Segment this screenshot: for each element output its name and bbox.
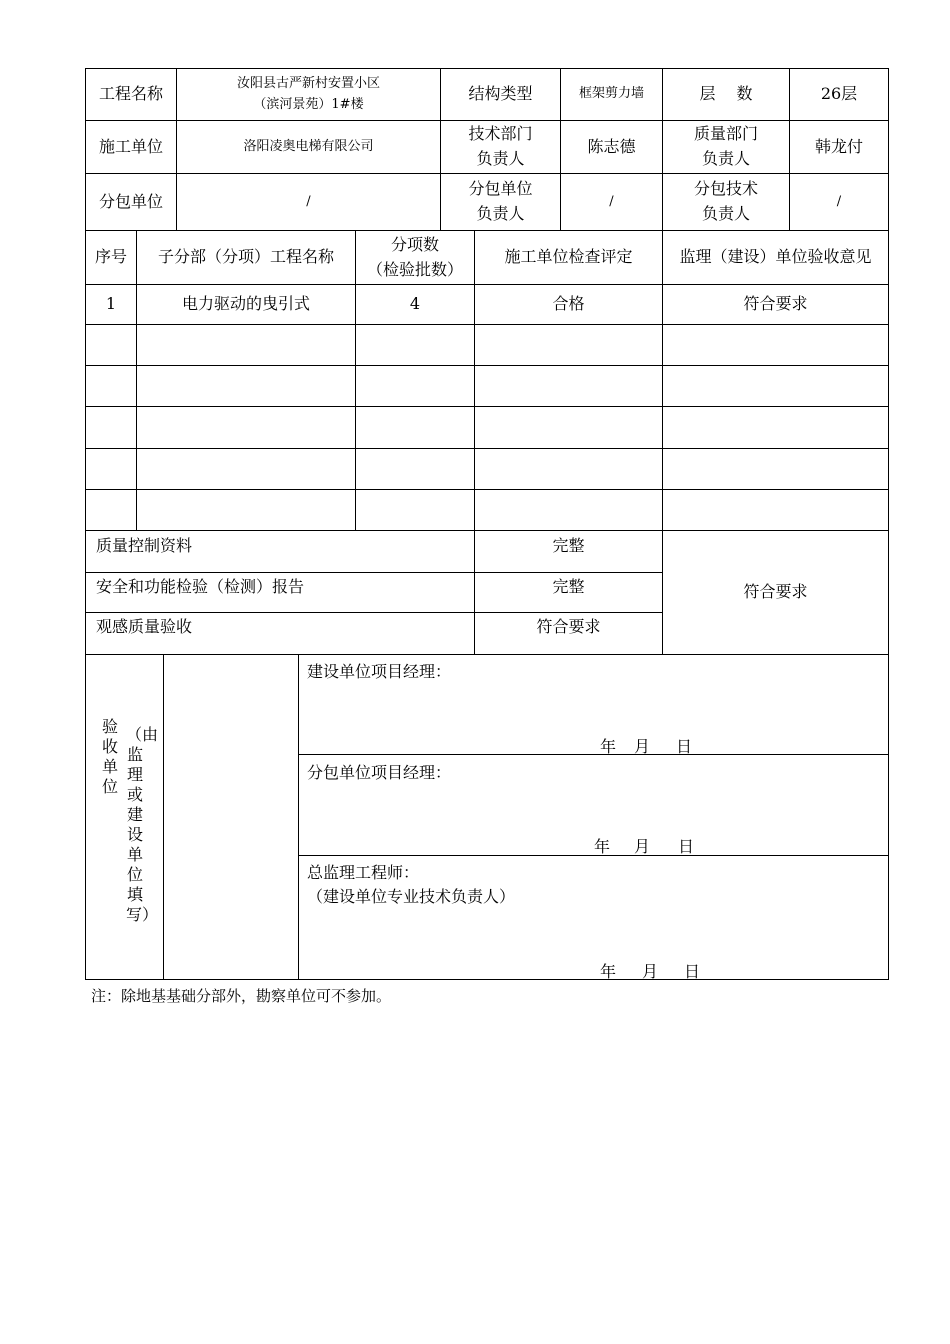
quality-dept-value: 韩龙付 xyxy=(814,136,863,156)
appearance-value: 符合要求 xyxy=(536,616,601,636)
tech-dept-label xyxy=(441,121,560,173)
sub-pm-label: 分包单位项目经理： xyxy=(307,763,452,782)
project-name-value xyxy=(177,69,440,120)
chief-supervisor-label: 总监理工程师： xyxy=(307,863,420,882)
tech-dept-label-line2: 负责人 xyxy=(476,149,525,168)
chief-supervisor-day: 日 xyxy=(684,962,701,981)
footnote: 注：除地基基础分部外，勘察单位可不参加。 xyxy=(91,987,392,1005)
row1-name: 电力驱动的曳引式 xyxy=(181,294,310,314)
project-name-label: 工程名称 xyxy=(98,84,163,104)
sub-tech-label-line2: 负责人 xyxy=(701,204,750,223)
floors-label: 层 数 xyxy=(699,84,753,104)
subcontract-unit-value: / xyxy=(306,193,311,209)
tech-dept-value: 陈志德 xyxy=(587,136,636,156)
row1-check: 合格 xyxy=(552,294,585,314)
acceptance-unit-label: 验收单位 xyxy=(101,717,118,796)
sub-pm-year: 年 xyxy=(594,837,611,856)
floors-value: 26层 xyxy=(820,84,858,104)
row1-seq: 1 xyxy=(105,294,117,314)
col-check-header: 施工单位检查评定 xyxy=(504,247,633,267)
sub-pm-month: 月 xyxy=(634,837,651,856)
overall-opinion: 符合要求 xyxy=(743,582,808,602)
quality-docs-value: 完整 xyxy=(552,535,585,555)
construction-unit-label: 施工单位 xyxy=(98,136,163,156)
owner-pm-year: 年 xyxy=(600,737,617,756)
appearance-label: 观感质量验收 xyxy=(96,616,193,636)
chief-supervisor-note: （建设单位专业技术负责人） xyxy=(307,887,516,906)
sub-head-label xyxy=(441,174,560,230)
safety-report-label: 安全和功能检验（检测）报告 xyxy=(96,576,305,596)
safety-report-value: 完整 xyxy=(552,576,585,596)
sub-head-label-line1: 分包单位 xyxy=(468,179,533,199)
structure-type-value: 框架剪力墙 xyxy=(578,86,644,102)
row1-count: 4 xyxy=(409,294,421,314)
acceptance-unit-note: （由监理或建设单位填写） xyxy=(126,725,159,924)
col-seq-header: 序号 xyxy=(94,247,127,267)
sub-tech-label-line1: 分包技术 xyxy=(693,179,758,199)
col-count-header-line2: （检验批数） xyxy=(366,259,463,279)
chief-supervisor-month: 月 xyxy=(642,962,659,981)
col-count-header-line1: 分项数 xyxy=(390,234,439,254)
subcontract-unit-label: 分包单位 xyxy=(98,191,163,211)
sub-pm-day: 日 xyxy=(678,837,695,856)
project-name-line1: 汝阳县古严新村安置小区 xyxy=(236,76,380,92)
tech-dept-label-line1: 技术部门 xyxy=(468,124,533,144)
sub-tech-label xyxy=(663,174,789,230)
col-opinion-header: 监理（建设）单位验收意见 xyxy=(679,247,872,267)
owner-pm-label: 建设单位项目经理： xyxy=(307,662,452,681)
owner-pm-month: 月 xyxy=(634,737,651,756)
quality-dept-label-line2: 负责人 xyxy=(701,149,750,168)
construction-unit-value: 洛阳凌奥电梯有限公司 xyxy=(243,138,374,154)
owner-pm-day: 日 xyxy=(676,737,693,756)
quality-docs-label: 质量控制资料 xyxy=(96,535,193,555)
structure-type-label: 结构类型 xyxy=(468,84,533,104)
col-count-header xyxy=(356,231,474,284)
col-name-header: 子分部（分项）工程名称 xyxy=(157,247,334,267)
quality-dept-label xyxy=(663,121,789,173)
sub-tech-value: / xyxy=(836,193,842,209)
chief-supervisor-year: 年 xyxy=(600,962,617,981)
quality-dept-label-line1: 质量部门 xyxy=(693,124,758,144)
sub-head-label-line2: 负责人 xyxy=(476,204,525,223)
row1-opinion: 符合要求 xyxy=(743,294,808,314)
project-name-line2: （滨河景苑）1#楼 xyxy=(253,96,364,112)
sub-head-value: / xyxy=(609,193,614,209)
